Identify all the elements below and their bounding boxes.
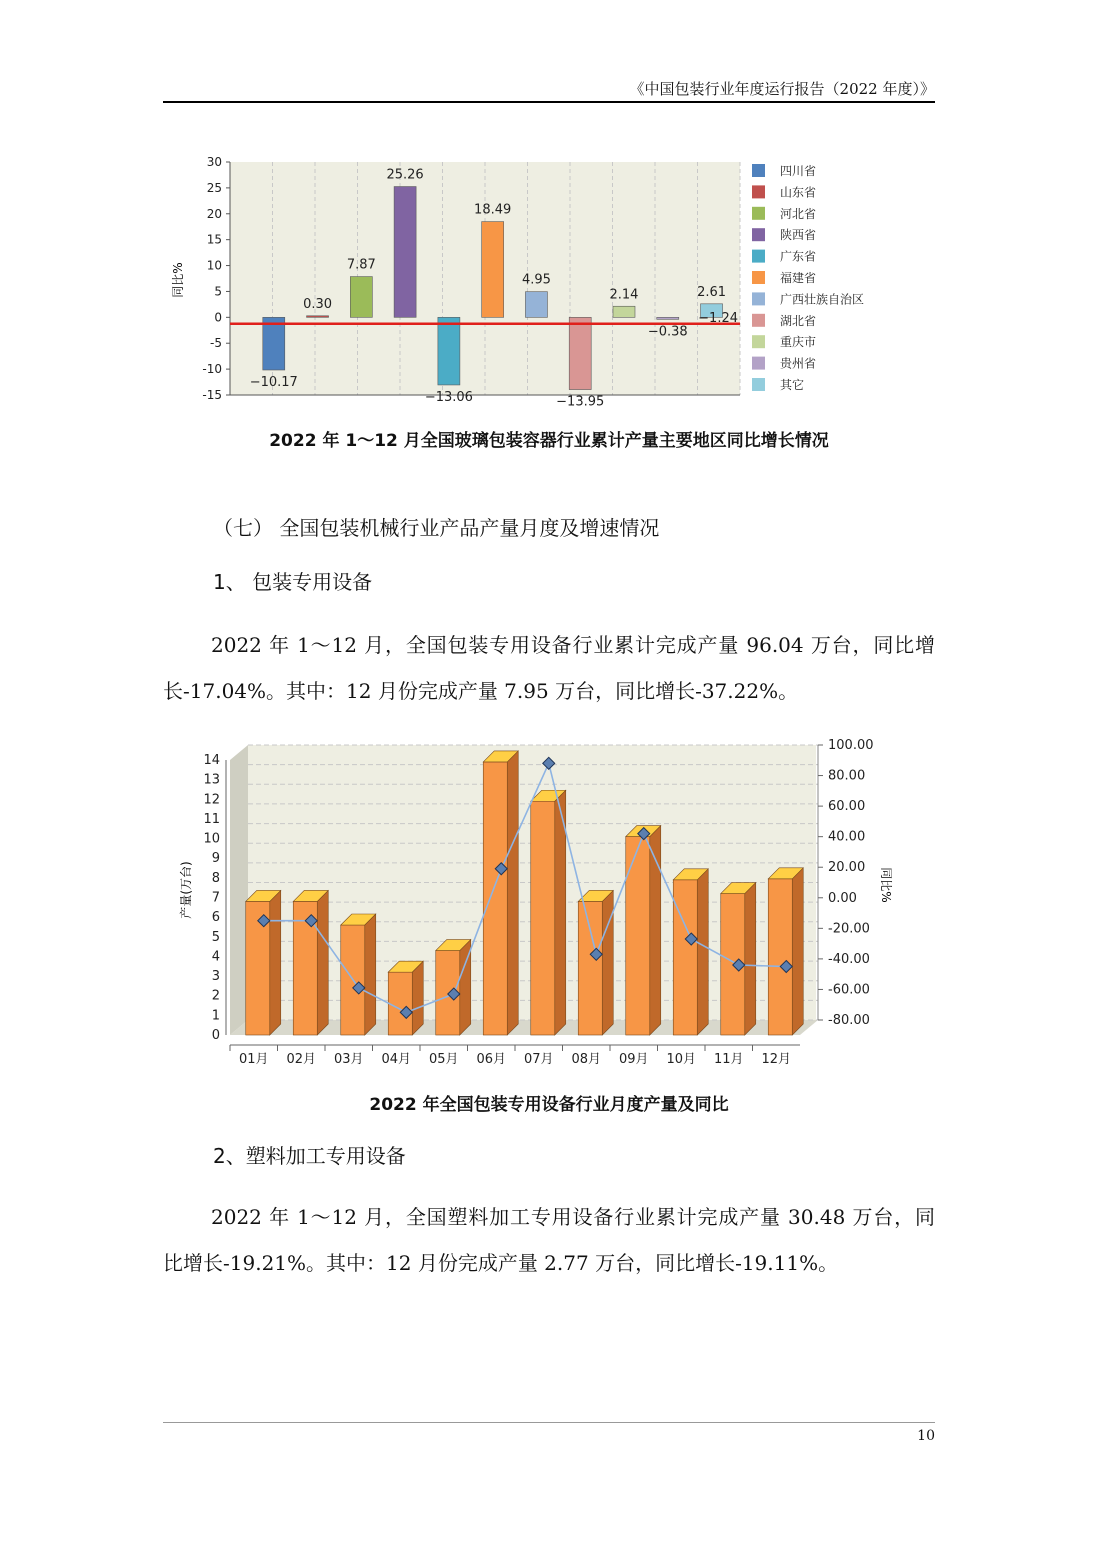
chart2-caption: 2022 年全国包装专用设备行业月度产量及同比 <box>369 1095 729 1115</box>
left-tick-label: 12 <box>203 792 220 808</box>
data-label: 2.61 <box>697 284 727 300</box>
bar-side <box>270 890 281 1035</box>
data-label: −0.38 <box>647 324 688 340</box>
bar <box>531 801 555 1035</box>
report-header: 《中国包装行业年度运行报告（2022 年度）》 <box>629 80 935 98</box>
paragraph-packaging-equipment <box>163 622 935 714</box>
left-tick-label: 7 <box>211 890 220 906</box>
left-tick-label: 14 <box>203 753 220 768</box>
data-label: −10.17 <box>249 374 298 390</box>
bar-side <box>792 868 803 1035</box>
bar-side <box>365 914 376 1035</box>
y-tick-label: 15 <box>206 232 222 247</box>
y-tick-label: 30 <box>206 155 222 169</box>
legend-label: 湖北省 <box>780 313 817 328</box>
paragraph-line: 长-17.04%。其中：12 月份完成产量 7.95 万台，同比增长-37.22%。 <box>163 679 799 703</box>
legend-swatch <box>752 292 765 305</box>
x-tick-label: 10月 <box>666 1052 697 1067</box>
legend-swatch <box>752 207 765 220</box>
paragraph-line: 2022 年 1～12 月，全国包装专用设备行业累计完成产量 96.04 万台，同比增 <box>211 633 935 657</box>
y-tick-label: 5 <box>214 284 222 299</box>
left-tick-label: 0 <box>211 1028 220 1043</box>
paragraph-line: 2022 年 1～12 月，全国塑料加工专用设备行业累计完成产量 30.48 万台，同 <box>211 1205 935 1229</box>
right-tick-label: 20.00 <box>828 860 866 876</box>
left-tick-label: 13 <box>203 772 220 788</box>
paragraph-plastic-equipment <box>163 1194 935 1286</box>
glass-container-growth-chart <box>160 150 890 415</box>
bar <box>388 972 412 1035</box>
bar <box>263 317 285 370</box>
data-label: −13.06 <box>424 389 473 405</box>
bar-side <box>317 890 328 1035</box>
bar-side <box>650 826 661 1035</box>
bar-side <box>697 869 708 1035</box>
right-tick-label: 80.00 <box>828 768 866 784</box>
data-label: 7.87 <box>346 257 376 273</box>
y-tick-label: 10 <box>206 258 222 273</box>
bar <box>307 316 329 318</box>
bar <box>626 837 650 1035</box>
right-axis-label: 同比% <box>879 867 893 903</box>
y-tick-label: -15 <box>202 388 222 402</box>
right-tick-label: -80.00 <box>828 1013 870 1028</box>
legend-label: 重庆市 <box>780 335 817 350</box>
right-tick-label: 40.00 <box>828 829 866 845</box>
left-tick-label: 11 <box>203 811 220 827</box>
y-tick-label: 0 <box>214 310 222 325</box>
legend-swatch <box>752 271 765 284</box>
right-tick-label: -20.00 <box>828 921 870 937</box>
x-tick-label: 04月 <box>381 1052 412 1067</box>
bar <box>482 222 504 318</box>
subsection-heading-2: 2、塑料加工专用设备 <box>213 1144 406 1168</box>
left-tick-label: 1 <box>211 1008 220 1024</box>
y-tick-label: -5 <box>210 336 222 351</box>
legend-label: 其它 <box>780 378 805 392</box>
y-tick-label: 20 <box>206 206 222 221</box>
subsection-heading-1: 1、 包装专用设备 <box>213 570 373 594</box>
reference-label: −1.24 <box>698 310 738 326</box>
legend-label: 山东省 <box>780 185 817 200</box>
bar <box>394 187 416 318</box>
packaging-equipment-monthly-chart <box>170 735 910 1075</box>
page-number: 10 <box>917 1428 935 1444</box>
chart1-caption: 2022 年 1～12 月全国玻璃包装容器行业累计产量主要地区同比增长情况 <box>269 431 829 451</box>
left-tick-label: 5 <box>211 929 220 945</box>
data-label: 2.14 <box>609 287 639 303</box>
legend-label: 陕西省 <box>780 228 817 243</box>
x-tick-label: 03月 <box>333 1052 364 1067</box>
bar-side <box>507 751 518 1035</box>
legend-label: 四川省 <box>780 164 817 178</box>
bar <box>350 277 372 318</box>
legend-swatch <box>752 228 765 241</box>
x-tick-label: 09月 <box>618 1052 649 1067</box>
x-tick-label: 02月 <box>286 1052 317 1067</box>
data-label: 4.95 <box>521 272 551 288</box>
x-tick-label: 01月 <box>238 1052 269 1067</box>
header-rule <box>163 101 935 103</box>
legend-label: 河北省 <box>780 206 817 221</box>
left-tick-label: 10 <box>203 831 220 847</box>
legend-label: 广西壮族自治区 <box>780 292 865 307</box>
x-tick-label: 08月 <box>571 1052 602 1067</box>
bar <box>613 306 635 317</box>
bar-side <box>745 883 756 1035</box>
legend-label: 广东省 <box>780 249 817 264</box>
bar <box>768 879 792 1035</box>
legend-swatch <box>752 185 765 198</box>
legend-label: 贵州省 <box>780 356 817 371</box>
bar <box>525 292 547 318</box>
x-tick-label: 07月 <box>523 1052 554 1067</box>
paragraph-line: 比增长-19.21%。其中：12 月份完成产量 2.77 万台，同比增长-19.11%。 <box>163 1251 839 1275</box>
legend-label: 福建省 <box>780 271 817 285</box>
right-tick-label: 0.00 <box>828 890 857 906</box>
bar <box>483 762 507 1035</box>
y-tick-label: 25 <box>206 180 222 195</box>
x-tick-label: 05月 <box>428 1052 459 1067</box>
legend-swatch <box>752 314 765 327</box>
bar-side <box>412 961 423 1035</box>
x-tick-label: 11月 <box>713 1052 744 1067</box>
left-tick-label: 4 <box>211 949 220 965</box>
section-heading-7: （七） 全国包装机械行业产品产量月度及增速情况 <box>213 516 660 540</box>
bar <box>569 317 591 389</box>
right-tick-label: 60.00 <box>828 799 866 815</box>
left-tick-label: 3 <box>211 969 220 985</box>
bar <box>657 317 679 319</box>
x-tick-label: 06月 <box>476 1052 507 1067</box>
left-tick-label: 2 <box>211 988 220 1004</box>
data-label: 18.49 <box>474 202 512 218</box>
x-tick-label: 12月 <box>761 1052 792 1067</box>
bar <box>578 901 602 1035</box>
legend-swatch <box>752 378 765 391</box>
left-tick-label: 9 <box>211 851 220 867</box>
footer-rule <box>163 1422 935 1423</box>
3d-side-wall <box>230 745 248 1035</box>
legend-swatch <box>752 250 765 263</box>
left-tick-label: 6 <box>211 910 220 926</box>
legend-swatch <box>752 357 765 370</box>
left-axis-label: 产量(万台) <box>179 861 193 919</box>
bar <box>438 317 460 385</box>
y-axis-label: 同比% <box>171 262 185 298</box>
right-tick-label: -40.00 <box>828 951 870 967</box>
bar <box>673 880 697 1035</box>
right-tick-label: 100.00 <box>828 738 874 753</box>
legend-swatch <box>752 164 765 177</box>
left-tick-label: 8 <box>211 870 220 886</box>
right-tick-label: -60.00 <box>828 982 870 998</box>
bar-side <box>602 890 613 1035</box>
y-tick-label: -10 <box>202 362 222 377</box>
data-label: −13.95 <box>556 394 605 410</box>
data-label: 25.26 <box>386 167 424 183</box>
data-label: 0.30 <box>303 296 333 312</box>
legend-swatch <box>752 335 765 348</box>
